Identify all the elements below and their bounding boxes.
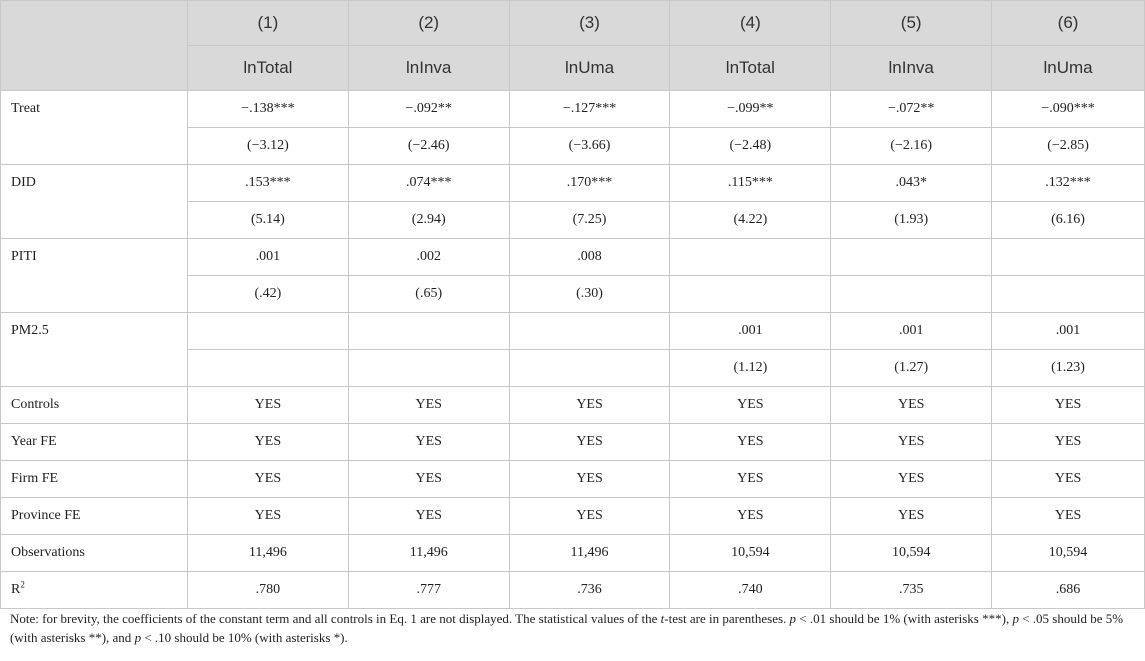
cell <box>187 350 348 387</box>
cell: (.42) <box>187 276 348 313</box>
cell: YES <box>187 387 348 424</box>
note-p-italic: p <box>1012 611 1019 626</box>
table-row-r2 <box>1 572 1145 609</box>
cell <box>670 239 831 276</box>
col-depvar: lnInva <box>831 46 992 91</box>
cell: 11,496 <box>348 535 509 572</box>
table-row-year-fe <box>1 424 1145 461</box>
cell: .001 <box>187 239 348 276</box>
cell: YES <box>187 498 348 535</box>
cell <box>509 350 670 387</box>
cell <box>992 239 1145 276</box>
cell: (−2.16) <box>831 128 992 165</box>
cell: .736 <box>509 572 670 609</box>
cell <box>831 239 992 276</box>
row-label-r2 <box>1 572 188 609</box>
table-row-treat-coef <box>1 91 1145 128</box>
note-p-italic: p <box>789 611 797 626</box>
cell: .777 <box>348 572 509 609</box>
cell: YES <box>509 461 670 498</box>
col-depvar: lnUma <box>509 46 670 91</box>
note-p-italic: p <box>134 630 142 645</box>
cell: −.090*** <box>992 91 1145 128</box>
cell: .008 <box>509 239 670 276</box>
header-corner <box>1 1 188 91</box>
note-text: -test are in parentheses. <box>664 611 790 626</box>
cell: −.072** <box>831 91 992 128</box>
header-row-numbers <box>1 1 1145 46</box>
cell <box>992 276 1145 313</box>
row-label-province-fe: Province FE <box>1 498 188 535</box>
cell: 10,594 <box>831 535 992 572</box>
cell: YES <box>187 424 348 461</box>
note-text: Note: for brevity, the coefficients of the constant term and all controls in Eq. 1 are not displayed. The statistical values of the <box>10 611 661 626</box>
cell <box>187 313 348 350</box>
row-label-did: DID <box>1 165 188 239</box>
cell <box>348 350 509 387</box>
cell: −.092** <box>348 91 509 128</box>
row-label-observations: Observations <box>1 535 188 572</box>
row-label-firm-fe: Firm FE <box>1 461 188 498</box>
row-label-pm25: PM2.5 <box>1 313 188 387</box>
note-t-italic: t <box>660 611 665 626</box>
cell: .002 <box>348 239 509 276</box>
cell: YES <box>992 387 1145 424</box>
r2-superscript: 2 <box>20 579 25 590</box>
cell: (6.16) <box>992 202 1145 239</box>
row-label-piti: PITI <box>1 239 188 313</box>
col-number: (2) <box>348 1 509 46</box>
cell: YES <box>670 498 831 535</box>
cell: .170*** <box>509 165 670 202</box>
cell: YES <box>831 387 992 424</box>
row-label-year-fe: Year FE <box>1 424 188 461</box>
note-text: < .01 should be 1% (with asterisks ***), <box>796 611 1013 626</box>
cell: 10,594 <box>992 535 1145 572</box>
cell: .735 <box>831 572 992 609</box>
cell: YES <box>348 461 509 498</box>
table-note <box>10 609 1135 647</box>
cell: (.30) <box>509 276 670 313</box>
table-row-controls <box>1 387 1145 424</box>
cell: (5.14) <box>187 202 348 239</box>
cell: (4.22) <box>670 202 831 239</box>
cell <box>348 313 509 350</box>
cell: YES <box>187 461 348 498</box>
cell: .074*** <box>348 165 509 202</box>
cell: .043* <box>831 165 992 202</box>
cell: .001 <box>992 313 1145 350</box>
cell: YES <box>992 498 1145 535</box>
cell: 11,496 <box>509 535 670 572</box>
cell: .780 <box>187 572 348 609</box>
col-depvar: lnTotal <box>187 46 348 91</box>
cell: .740 <box>670 572 831 609</box>
cell: .153*** <box>187 165 348 202</box>
table-row-pm25-coef <box>1 313 1145 350</box>
cell: (1.23) <box>992 350 1145 387</box>
cell: 10,594 <box>670 535 831 572</box>
table-row-firm-fe <box>1 461 1145 498</box>
cell: (−2.85) <box>992 128 1145 165</box>
cell: .686 <box>992 572 1145 609</box>
cell: YES <box>348 424 509 461</box>
cell: (2.94) <box>348 202 509 239</box>
cell: .115*** <box>670 165 831 202</box>
cell <box>670 276 831 313</box>
col-number: (3) <box>509 1 670 46</box>
cell: YES <box>992 461 1145 498</box>
cell: −.138*** <box>187 91 348 128</box>
cell: YES <box>509 387 670 424</box>
col-number: (4) <box>670 1 831 46</box>
table-row-observations <box>1 535 1145 572</box>
cell: −.127*** <box>509 91 670 128</box>
col-depvar: lnTotal <box>670 46 831 91</box>
col-number: (6) <box>992 1 1145 46</box>
cell <box>509 313 670 350</box>
cell: YES <box>831 461 992 498</box>
cell: YES <box>670 461 831 498</box>
cell: .132*** <box>992 165 1145 202</box>
cell <box>831 276 992 313</box>
cell: YES <box>831 424 992 461</box>
cell: (.65) <box>348 276 509 313</box>
table-row-piti-coef <box>1 239 1145 276</box>
cell: (−2.46) <box>348 128 509 165</box>
cell: YES <box>348 387 509 424</box>
cell: YES <box>509 424 670 461</box>
cell: (−2.48) <box>670 128 831 165</box>
cell: (−3.12) <box>187 128 348 165</box>
cell: YES <box>348 498 509 535</box>
cell: −.099** <box>670 91 831 128</box>
cell: (−3.66) <box>509 128 670 165</box>
cell: (1.93) <box>831 202 992 239</box>
cell: .001 <box>831 313 992 350</box>
cell: 11,496 <box>187 535 348 572</box>
note-text: < .05 should be 5% (with asterisks **), and <box>10 611 1124 645</box>
table-row-did-coef <box>1 165 1145 202</box>
cell: YES <box>670 424 831 461</box>
col-number: (5) <box>831 1 992 46</box>
cell: YES <box>670 387 831 424</box>
r2-label-text: R <box>11 582 21 597</box>
table-row-province-fe <box>1 498 1145 535</box>
cell: YES <box>992 424 1145 461</box>
cell: .001 <box>670 313 831 350</box>
row-label-treat: Treat <box>1 91 188 165</box>
cell: (1.12) <box>670 350 831 387</box>
cell: YES <box>509 498 670 535</box>
note-text: < .10 should be 10% (with asterisks *). <box>141 630 348 645</box>
col-number: (1) <box>187 1 348 46</box>
cell: (7.25) <box>509 202 670 239</box>
cell: (1.27) <box>831 350 992 387</box>
col-depvar: lnUma <box>992 46 1145 91</box>
row-label-controls: Controls <box>1 387 188 424</box>
cell: YES <box>831 498 992 535</box>
col-depvar: lnInva <box>348 46 509 91</box>
